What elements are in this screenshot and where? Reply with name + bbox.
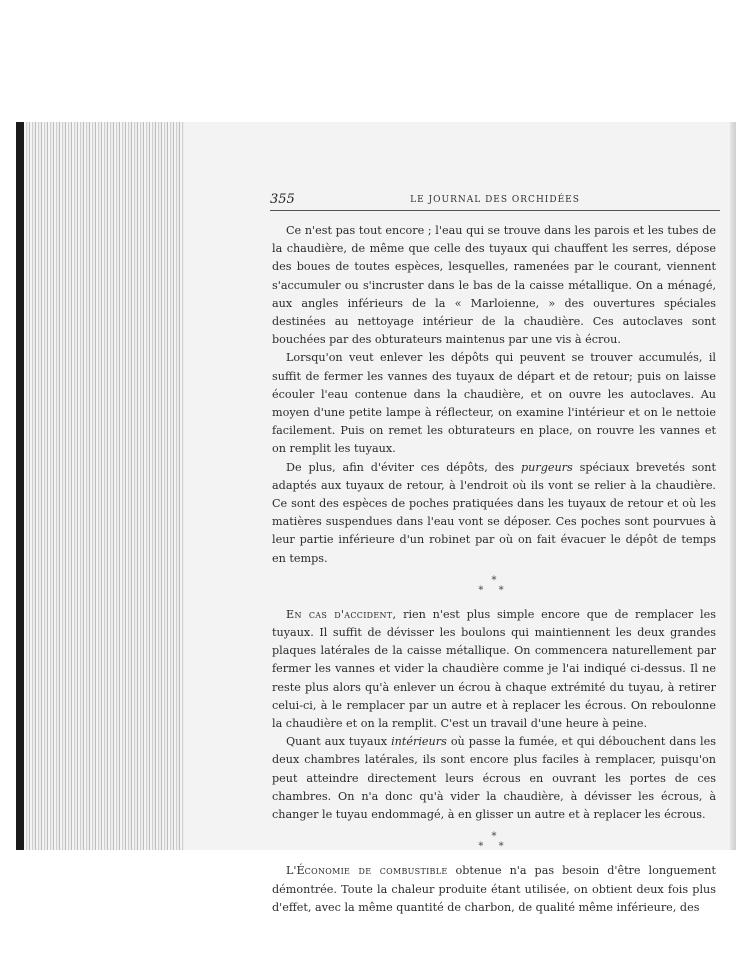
paragraph-3-text: De plus, afin d'éviter ces dépôts, des purgeurs spéciaux brevetés sont adaptés aux tuyaux de retour, à l'endroit où ils vont se relier à la chaudière. Ce sont des espèces de poches pratiquées dans les tuyaux de retour et où les matières suspendues dans l'eau vont se déposer. Ces poches sont pourvues à leur partie inférieure d'un robinet par où on fait évacuer le dépôt de temps en temps. [272, 460, 716, 565]
ornament-star-bottom: * * [478, 584, 510, 596]
section-lead-accident: En cas d'accident, [286, 607, 397, 621]
section-lead-initial: L'É [286, 864, 305, 878]
paragraph-accident [272, 606, 716, 733]
page-number: 355 [270, 192, 295, 207]
section-ornament-1 [272, 576, 716, 596]
paragraph-3 [272, 459, 716, 568]
article-body [272, 222, 716, 917]
ornament-star-top: * [491, 574, 497, 586]
book-spine [16, 122, 24, 850]
section-lead-economie: conomie de combustible [304, 864, 448, 878]
paragraph-accident-text: rien n'est plus simple encore que de remplacer les tuyaux. Il suffit de dévisser les boulons qui maintiennent les deux grandes plaques latérales de la caisse métallique. On commencera naturellement par fermer les vannes et vider la chaudière comme je l'ai indiqué ci-dessus. Il ne reste plus alors qu'à enlever un écrou à chaque extrémité du tuyau, à retirer celui-ci, à le remplacer par un autre et à replacer les écrous. On reboulonne la chaudière et on la remplit. C'est un travail d'une heure à peine. [272, 607, 716, 731]
paragraph-interieurs [272, 733, 716, 824]
paragraph-economie-text: obtenue n'a pas besoin d'être longuement démontrée. Toute la chaleur produite étant utilisée, on obtient deux fois plus d'effet, avec la même quantité de charbon, de qualité même inférieure, des [272, 864, 716, 914]
paragraph-2: Lorsqu'on veut enlever les dépôts qui peuvent se trouver accumulés, il suffit de fermer les vannes des tuyaux de départ et de retour; puis on laisse écouler l'eau contenue dans la chaudière, et on ouvre les autoclaves. Au moyen d'une petite lampe à réflecteur, on examine l'intérieur et on le nettoie facilement. Puis on remet les obturateurs en place, on rouvre les vannes et on remplit les tuyaux. [272, 351, 716, 456]
page-edges [24, 122, 185, 850]
section-ornament-2 [272, 832, 716, 852]
paragraph-1: Ce n'est pas tout encore ; l'eau qui se trouve dans les parois et les tubes de la chaudière, de même que celle des tuyaux qui chauffent les serres, dépose des boues de toutes espèces, lesquelles, ramenées par le courant, viennent s'accumuler ou s'incruster dans le bas de la caisse métallique. On a ménagé, aux angles inférieurs de la « Marloienne, » des ouvertures spéciales destinées au nettoyage intérieur de la chaudière. Ces autoclaves sont bouchées par des obturateurs maintenus par une vis à écrou. [272, 224, 716, 347]
paragraph-economie [272, 862, 716, 917]
page-header [270, 192, 720, 211]
paragraph-interieurs-before: Quant aux tuyaux [286, 735, 392, 749]
emphasis-purgeurs: purgeurs [520, 460, 573, 474]
running-title: LE JOURNAL DES ORCHIDÉES [410, 195, 580, 205]
ornament-star-top-2: * [491, 831, 497, 843]
ornament-star-bottom-2: * * [478, 841, 510, 853]
emphasis-interieurs: intérieurs [391, 735, 447, 749]
paragraph-interieurs-after: où passe la fumée, et qui débouchent dans les deux chambres latérales, ils sont encore plus faciles à remplacer, puisqu'on peut atteindre directement leurs écrous en ouvrant les portes de ces chambres. On n'a donc qu'à vider la chaudière, à dévisser les écrous, à changer le tuyau endommagé, à en glisser un autre et à replacer les écrous. [272, 735, 717, 822]
